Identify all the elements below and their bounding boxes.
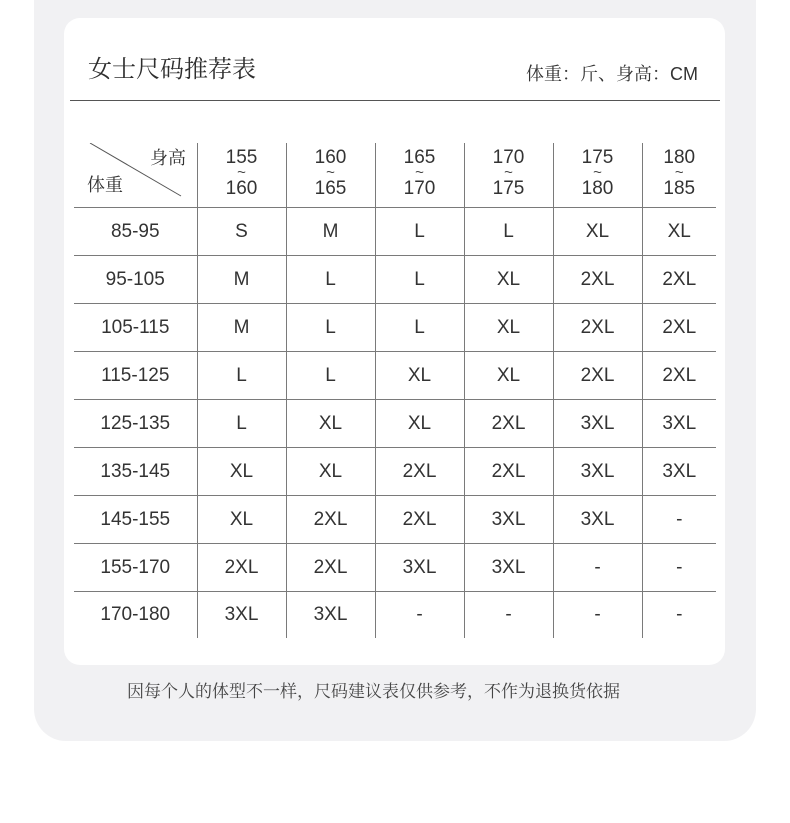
chart-title: 女士尺码推荐表 <box>88 56 256 83</box>
height-range-start: 160 <box>314 147 347 168</box>
weight-range-cell: 145-155 <box>74 496 197 544</box>
size-cell: 3XL <box>553 448 642 496</box>
table-row <box>74 352 716 400</box>
weight-range-cell: 85-95 <box>74 208 197 256</box>
height-header-cell <box>553 143 642 208</box>
size-cell: - <box>642 592 716 639</box>
height-header-cell <box>286 143 375 208</box>
size-cell: XL <box>464 352 553 400</box>
size-cell: L <box>375 256 464 304</box>
size-cell: 3XL <box>642 448 716 496</box>
disclaimer-footnote: 因每个人的体型不一样，尺码建议表仅供参考，不作为退换货依据 <box>127 682 620 701</box>
size-cell: - <box>642 544 716 592</box>
size-cell: L <box>286 304 375 352</box>
size-cell: S <box>197 208 286 256</box>
size-cell: L <box>286 256 375 304</box>
size-cell: - <box>553 544 642 592</box>
height-range-end: 180 <box>581 178 614 199</box>
weight-range-cell: 105-115 <box>74 304 197 352</box>
height-range-separator: ~ <box>504 164 513 181</box>
table-row <box>74 448 716 496</box>
height-range-separator: ~ <box>593 164 602 181</box>
weight-range-cell: 95-105 <box>74 256 197 304</box>
table-row <box>74 544 716 592</box>
size-cell: 3XL <box>375 544 464 592</box>
size-cell: 3XL <box>286 592 375 639</box>
height-range-separator: ~ <box>674 164 684 181</box>
size-cell: 3XL <box>464 496 553 544</box>
table-header-row <box>74 143 716 208</box>
weight-range-cell: 155-170 <box>74 544 197 592</box>
size-cell: XL <box>197 448 286 496</box>
size-table <box>74 143 716 638</box>
size-cell: 2XL <box>286 496 375 544</box>
height-range-start: 170 <box>492 147 525 168</box>
size-cell: 2XL <box>642 256 716 304</box>
table-row <box>74 256 716 304</box>
height-range <box>465 143 553 207</box>
height-range <box>554 143 642 207</box>
size-cell: 2XL <box>553 352 642 400</box>
size-cell: - <box>553 592 642 639</box>
size-cell: 2XL <box>286 544 375 592</box>
table-row <box>74 496 716 544</box>
height-range <box>376 143 464 207</box>
size-cell: L <box>375 208 464 256</box>
weight-range-cell: 125-135 <box>74 400 197 448</box>
table-row <box>74 592 716 639</box>
height-range-end: 165 <box>314 178 347 199</box>
table-row <box>74 400 716 448</box>
size-cell: XL <box>464 256 553 304</box>
size-cell: 2XL <box>642 352 716 400</box>
size-cell: - <box>642 496 716 544</box>
size-cell: XL <box>375 352 464 400</box>
size-cell: - <box>464 592 553 639</box>
height-header-cell <box>464 143 553 208</box>
size-cell: 3XL <box>553 400 642 448</box>
size-cell: 2XL <box>375 448 464 496</box>
size-cell: XL <box>553 208 642 256</box>
size-cell: XL <box>642 208 716 256</box>
corner-header-content <box>74 143 197 207</box>
size-cell: XL <box>197 496 286 544</box>
height-range-end: 160 <box>225 178 258 199</box>
size-cell: 2XL <box>375 496 464 544</box>
size-cell: 2XL <box>197 544 286 592</box>
size-cell: XL <box>375 400 464 448</box>
height-range <box>198 143 286 207</box>
height-range-separator: ~ <box>415 164 424 181</box>
size-cell: 3XL <box>553 496 642 544</box>
size-cell: 3XL <box>197 592 286 639</box>
size-cell: L <box>375 304 464 352</box>
size-cell: XL <box>286 448 375 496</box>
unit-note: 体重：斤、身高：CM <box>526 64 698 84</box>
weight-range-cell: 115-125 <box>74 352 197 400</box>
size-cell: 2XL <box>642 304 716 352</box>
height-range <box>643 143 717 207</box>
height-range-start: 155 <box>225 147 258 168</box>
height-range-end: 185 <box>663 178 696 199</box>
height-range-start: 175 <box>581 147 614 168</box>
height-header-cell <box>375 143 464 208</box>
size-cell: M <box>286 208 375 256</box>
height-header-cell <box>197 143 286 208</box>
weight-range-cell: 135-145 <box>74 448 197 496</box>
size-cell: 2XL <box>553 256 642 304</box>
title-divider <box>70 100 720 101</box>
weight-range-cell: 170-180 <box>100 604 171 625</box>
size-cell: L <box>286 352 375 400</box>
size-cell: - <box>375 592 464 639</box>
size-cell: M <box>197 304 286 352</box>
size-cell: XL <box>286 400 375 448</box>
size-cell: M <box>197 256 286 304</box>
height-range-start: 180 <box>663 147 696 168</box>
height-range-separator: ~ <box>326 164 335 181</box>
height-range-end: 170 <box>403 178 436 199</box>
size-cell: L <box>464 208 553 256</box>
size-cell: L <box>197 352 286 400</box>
size-cell: 2XL <box>553 304 642 352</box>
table-row <box>74 208 716 256</box>
size-cell: 3XL <box>642 400 716 448</box>
size-cell: XL <box>464 304 553 352</box>
corner-weight-label: 体重 <box>87 175 123 195</box>
table-row <box>74 304 716 352</box>
height-range-end: 175 <box>492 178 525 199</box>
height-header-cell <box>642 143 716 208</box>
height-range <box>287 143 375 207</box>
size-cell: L <box>197 400 286 448</box>
size-cell: 2XL <box>464 448 553 496</box>
size-cell: 3XL <box>464 544 553 592</box>
height-range-start: 165 <box>403 147 436 168</box>
corner-height-label: 身高 <box>150 148 186 168</box>
size-cell: 2XL <box>464 400 553 448</box>
corner-header-cell <box>74 143 197 208</box>
height-range-separator: ~ <box>237 164 246 181</box>
